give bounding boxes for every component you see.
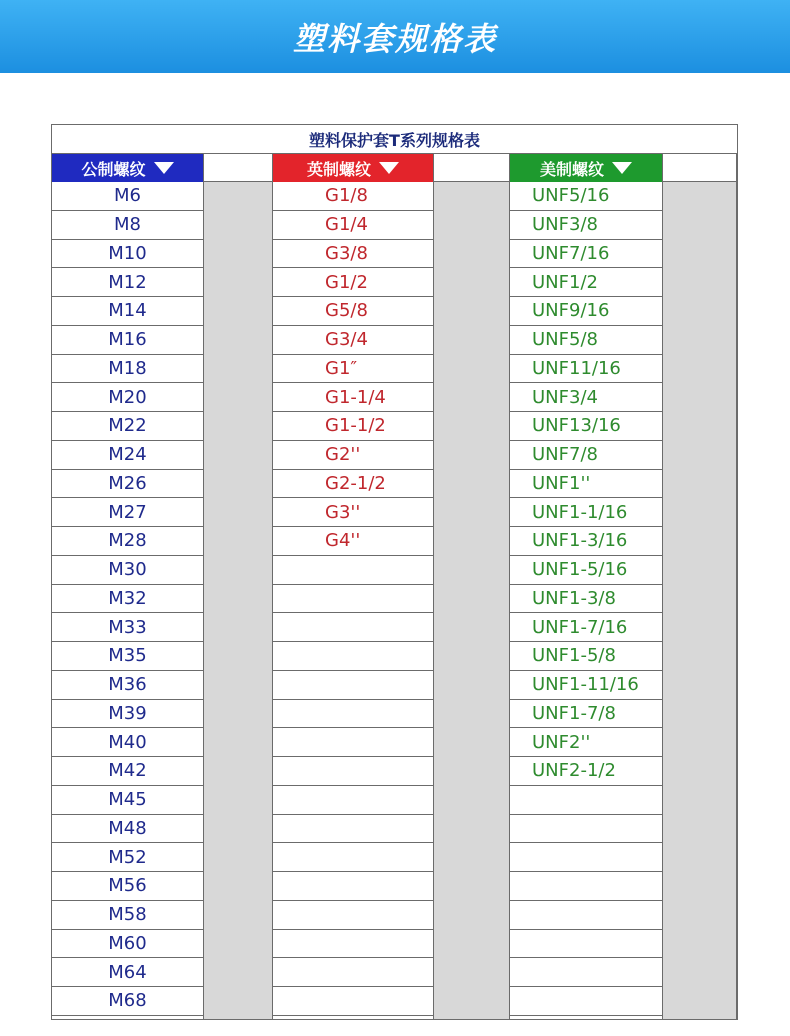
header-blank-1: [204, 154, 272, 182]
metric-cell: M60: [52, 930, 203, 959]
gap-column-3: [662, 154, 737, 1019]
header-blank-3: [663, 154, 736, 182]
american-cell: UNF9/16: [510, 297, 662, 326]
metric-cell: M40: [52, 728, 203, 757]
imperial-cell: G1-1/2: [273, 412, 433, 441]
dropdown-triangle-icon: [379, 162, 399, 174]
imperial-cell: [273, 585, 433, 614]
metric-cell: M24: [52, 441, 203, 470]
metric-cell: M39: [52, 700, 203, 729]
imperial-header[interactable]: [273, 154, 433, 182]
american-cell: UNF1-3/16: [510, 527, 662, 556]
imperial-header-label: 英制螺纹: [306, 159, 371, 179]
imperial-cell: G2'': [273, 441, 433, 470]
imperial-cell: [273, 642, 433, 671]
imperial-cell: [273, 872, 433, 901]
metric-cell: M42: [52, 757, 203, 786]
imperial-cell: [273, 757, 433, 786]
metric-cell: M6: [52, 182, 203, 211]
imperial-cell: [273, 786, 433, 815]
metric-cell: M32: [52, 585, 203, 614]
metric-header[interactable]: [52, 154, 203, 182]
imperial-cell: G3/8: [273, 240, 433, 269]
american-cell: UNF3/8: [510, 211, 662, 240]
american-cell: UNF2-1/2: [510, 757, 662, 786]
american-cell: UNF1-3/8: [510, 585, 662, 614]
imperial-cell: [273, 556, 433, 585]
imperial-cell: [273, 700, 433, 729]
american-cell: UNF1-1/16: [510, 498, 662, 527]
american-cell: [510, 843, 662, 872]
american-cell: UNF13/16: [510, 412, 662, 441]
dropdown-triangle-icon: [612, 162, 632, 174]
imperial-cell: [273, 843, 433, 872]
american-thread-column: [510, 154, 662, 1016]
metric-cell: M58: [52, 901, 203, 930]
metric-cell: M28: [52, 527, 203, 556]
metric-header-label: 公制螺纹: [81, 159, 146, 179]
american-header-label: 美制螺纹: [539, 159, 604, 179]
imperial-cell: G4'': [273, 527, 433, 556]
metric-cell: M10: [52, 240, 203, 269]
american-cell: UNF1-11/16: [510, 671, 662, 700]
gap-column-2: [433, 154, 510, 1019]
table-title: 塑料保护套T系列规格表: [52, 125, 737, 154]
american-cell: UNF1-7/16: [510, 613, 662, 642]
metric-cell: M35: [52, 642, 203, 671]
imperial-cell: [273, 728, 433, 757]
imperial-cell: [273, 901, 433, 930]
metric-cell: M52: [52, 843, 203, 872]
american-cell: [510, 872, 662, 901]
imperial-cell: [273, 958, 433, 987]
metric-cell: M68: [52, 987, 203, 1016]
banner-title: 塑料套规格表: [292, 19, 497, 58]
header-banner: [0, 0, 790, 73]
imperial-thread-column: [273, 154, 433, 1016]
metric-cell: M18: [52, 355, 203, 384]
metric-cell: M48: [52, 815, 203, 844]
metric-cell: M22: [52, 412, 203, 441]
imperial-cell: G1″: [273, 355, 433, 384]
metric-cell: M27: [52, 498, 203, 527]
imperial-cell: [273, 930, 433, 959]
metric-cell: M36: [52, 671, 203, 700]
imperial-cell: G1/4: [273, 211, 433, 240]
imperial-cell: [273, 815, 433, 844]
american-cell: UNF2'': [510, 728, 662, 757]
metric-cell: M12: [52, 268, 203, 297]
metric-thread-column: [52, 154, 203, 1016]
american-cell: UNF11/16: [510, 355, 662, 384]
american-cell: UNF7/8: [510, 441, 662, 470]
metric-cell: M45: [52, 786, 203, 815]
imperial-cell: G5/8: [273, 297, 433, 326]
imperial-cell: G3/4: [273, 326, 433, 355]
american-cell: UNF1-7/8: [510, 700, 662, 729]
american-cell: UNF5/16: [510, 182, 662, 211]
metric-cell: M14: [52, 297, 203, 326]
american-cell: [510, 815, 662, 844]
american-cell: UNF1'': [510, 470, 662, 499]
metric-cell: M56: [52, 872, 203, 901]
american-cell: UNF5/8: [510, 326, 662, 355]
header-blank-2: [434, 154, 509, 182]
american-cell: UNF1-5/16: [510, 556, 662, 585]
imperial-cell: G1/8: [273, 182, 433, 211]
imperial-cell: G3'': [273, 498, 433, 527]
imperial-cell: [273, 987, 433, 1016]
metric-cell: M26: [52, 470, 203, 499]
american-cell: UNF1-5/8: [510, 642, 662, 671]
metric-cell: M16: [52, 326, 203, 355]
imperial-cell: G1-1/4: [273, 383, 433, 412]
gap-column-1: [203, 154, 273, 1019]
metric-cell: M64: [52, 958, 203, 987]
metric-cell: M30: [52, 556, 203, 585]
imperial-cell: [273, 613, 433, 642]
american-cell: [510, 987, 662, 1016]
american-cell: [510, 901, 662, 930]
imperial-cell: [273, 671, 433, 700]
imperial-cell: G1/2: [273, 268, 433, 297]
american-cell: UNF1/2: [510, 268, 662, 297]
american-header[interactable]: [510, 154, 662, 182]
american-cell: UNF3/4: [510, 383, 662, 412]
american-cell: UNF7/16: [510, 240, 662, 269]
metric-cell: M8: [52, 211, 203, 240]
spec-table: [51, 124, 738, 1020]
american-cell: [510, 930, 662, 959]
american-cell: [510, 958, 662, 987]
dropdown-triangle-icon: [154, 162, 174, 174]
american-cell: [510, 786, 662, 815]
imperial-cell: G2-1/2: [273, 470, 433, 499]
metric-cell: M20: [52, 383, 203, 412]
metric-cell: M33: [52, 613, 203, 642]
